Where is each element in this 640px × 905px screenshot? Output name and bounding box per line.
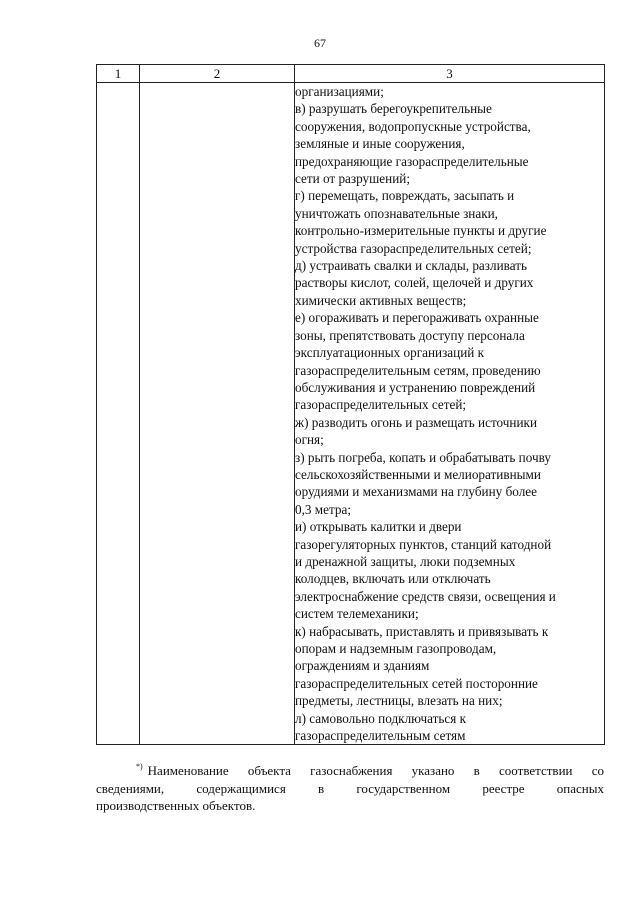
content-line: 0,3 метра; (295, 501, 352, 517)
content-line: сооружения, водопропускные устройства, (295, 118, 531, 134)
content-line: е) огораживать и перегораживать охранные (295, 310, 539, 326)
regulations-table (96, 64, 605, 745)
content-line: растворы кислот, солей, щелочей и других (295, 275, 534, 291)
content-line: уничтожать опознавательные знаки, (295, 205, 498, 221)
content-line: устройства газораспределительных сетей; (295, 240, 532, 256)
content-line: колодцев, включать или отключать (295, 571, 491, 587)
footnote-line (96, 758, 604, 780)
content-line: и дренажной защиты, люки подземных (295, 553, 516, 569)
footnote (96, 758, 604, 815)
content-line: электроснабжение средств связи, освещения и (295, 588, 556, 604)
content-line: газораспределительных сетей; (295, 397, 467, 413)
table-header-row (97, 65, 605, 83)
column-header-2: 2 (140, 65, 295, 83)
content-line: газораспределительных сетей посторонние (295, 675, 538, 691)
restrictions-cell (295, 83, 605, 745)
content-line: предметы, лестницы, влезать на них; (295, 693, 503, 709)
content-line: обслуживания и устранению повреждений (295, 379, 536, 395)
content-line: земляные и иные сооружения, (295, 136, 465, 152)
table-row (97, 83, 605, 745)
content-line: систем телемеханики; (295, 606, 419, 622)
content-line: д) устраивать свалки и склады, разливать (295, 258, 527, 274)
content-line: опорам и надземным газопроводам, (295, 641, 497, 656)
content-line: ж) разводить огонь и размещать источники (295, 414, 538, 430)
content-line: организациями; (295, 84, 384, 99)
content-line: и) открывать калитки и двери (295, 519, 462, 535)
content-line: з) рыть погреба, копать и обрабатывать почву (295, 449, 551, 465)
content-line: орудиями и механизмами на глубину более (295, 484, 537, 500)
content-line: зоны, препятствовать доступу персонала (295, 327, 525, 343)
footnote-line: сведениями, содержащимися в государственном реестре опасных (96, 780, 604, 796)
column-header-1: 1 (97, 65, 140, 83)
content-line: ограждениям и зданиям (295, 658, 430, 674)
footnote-marker: *) (136, 762, 143, 771)
content-line: г) перемещать, повреждать, засыпать и (295, 188, 515, 204)
footnote-line: производственных объектов. (96, 798, 256, 813)
content-line: л) самовольно подключаться к (295, 710, 467, 726)
content-line: газораспределительным сетям, проведению (295, 362, 541, 378)
content-line: контрольно-измерительные пункты и другие (295, 223, 547, 239)
content-line: эксплуатационных организаций к (295, 345, 485, 361)
content-line: химически активных веществ; (295, 292, 467, 308)
content-line: огня; (295, 432, 324, 448)
content-line: сети от разрушений; (295, 171, 410, 187)
content-line: предохраняющие газораспределительные (295, 153, 529, 169)
content-line: к) набрасывать, приставлять и привязывать к (295, 623, 549, 639)
content-line: газораспределительным сетям (295, 728, 466, 744)
column-header-3: 3 (295, 65, 605, 83)
content-line: сельскохозяйственными и мелиоративными (295, 466, 541, 482)
footnote-text: Наименование объекта газоснабжения указано в соответствии со (147, 763, 604, 778)
column-1-cell (97, 83, 140, 745)
page-number: 67 (314, 36, 326, 50)
content-line: в) разрушать берегоукрепительные (295, 101, 492, 117)
column-2-cell (140, 83, 295, 745)
content-line: газорегуляторных пунктов, станций катодной (295, 536, 552, 552)
